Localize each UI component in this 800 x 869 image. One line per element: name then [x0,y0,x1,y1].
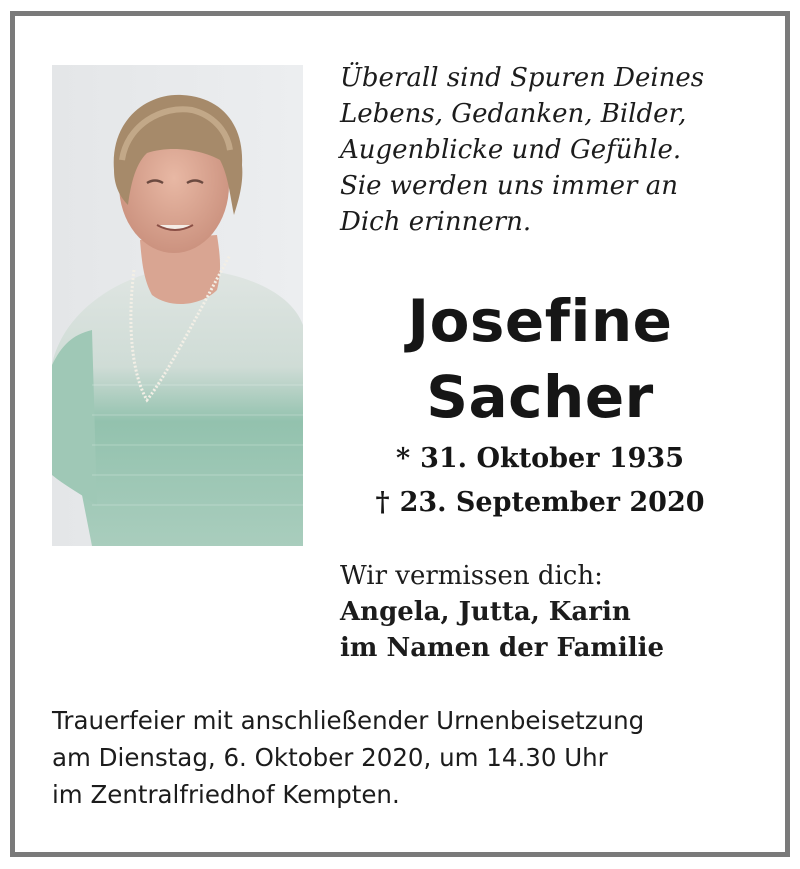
deceased-last-name: Sacher [426,363,654,431]
birth-date: 31. Oktober 1935 [420,443,685,474]
memorial-quote [340,60,760,240]
portrait-photo [52,65,303,546]
quote-line: Lebens, Gedanken, Bilder, [340,99,687,129]
mourners-names: Angela, Jutta, Karin [340,597,631,627]
quote-line: Sie werden uns immer an [340,171,678,201]
death-cross-symbol: † [375,487,390,518]
death-date: 23. September 2020 [399,487,705,518]
birth-star-symbol: * [395,443,411,474]
death-date-line [320,486,760,520]
funeral-service-info [52,702,772,813]
quote-line: Überall sind Spuren Deines [340,63,705,93]
service-line: am Dienstag, 6. Oktober 2020, um 14.30 Uhr [52,743,608,772]
mourners-intro: Wir vermissen dich: [340,561,603,591]
service-line: im Zentralfriedhof Kempten. [52,780,400,809]
quote-line: Augenblicke und Gefühle. [340,135,682,165]
mourners-family: im Namen der Familie [340,633,665,663]
quote-line: Dich erinnern. [340,207,532,237]
mourners-block [340,558,760,666]
service-line: Trauerfeier mit anschließender Urnenbeisetzung [52,706,645,735]
deceased-first-name: Josefine [407,287,673,355]
birth-date-line [320,442,760,476]
